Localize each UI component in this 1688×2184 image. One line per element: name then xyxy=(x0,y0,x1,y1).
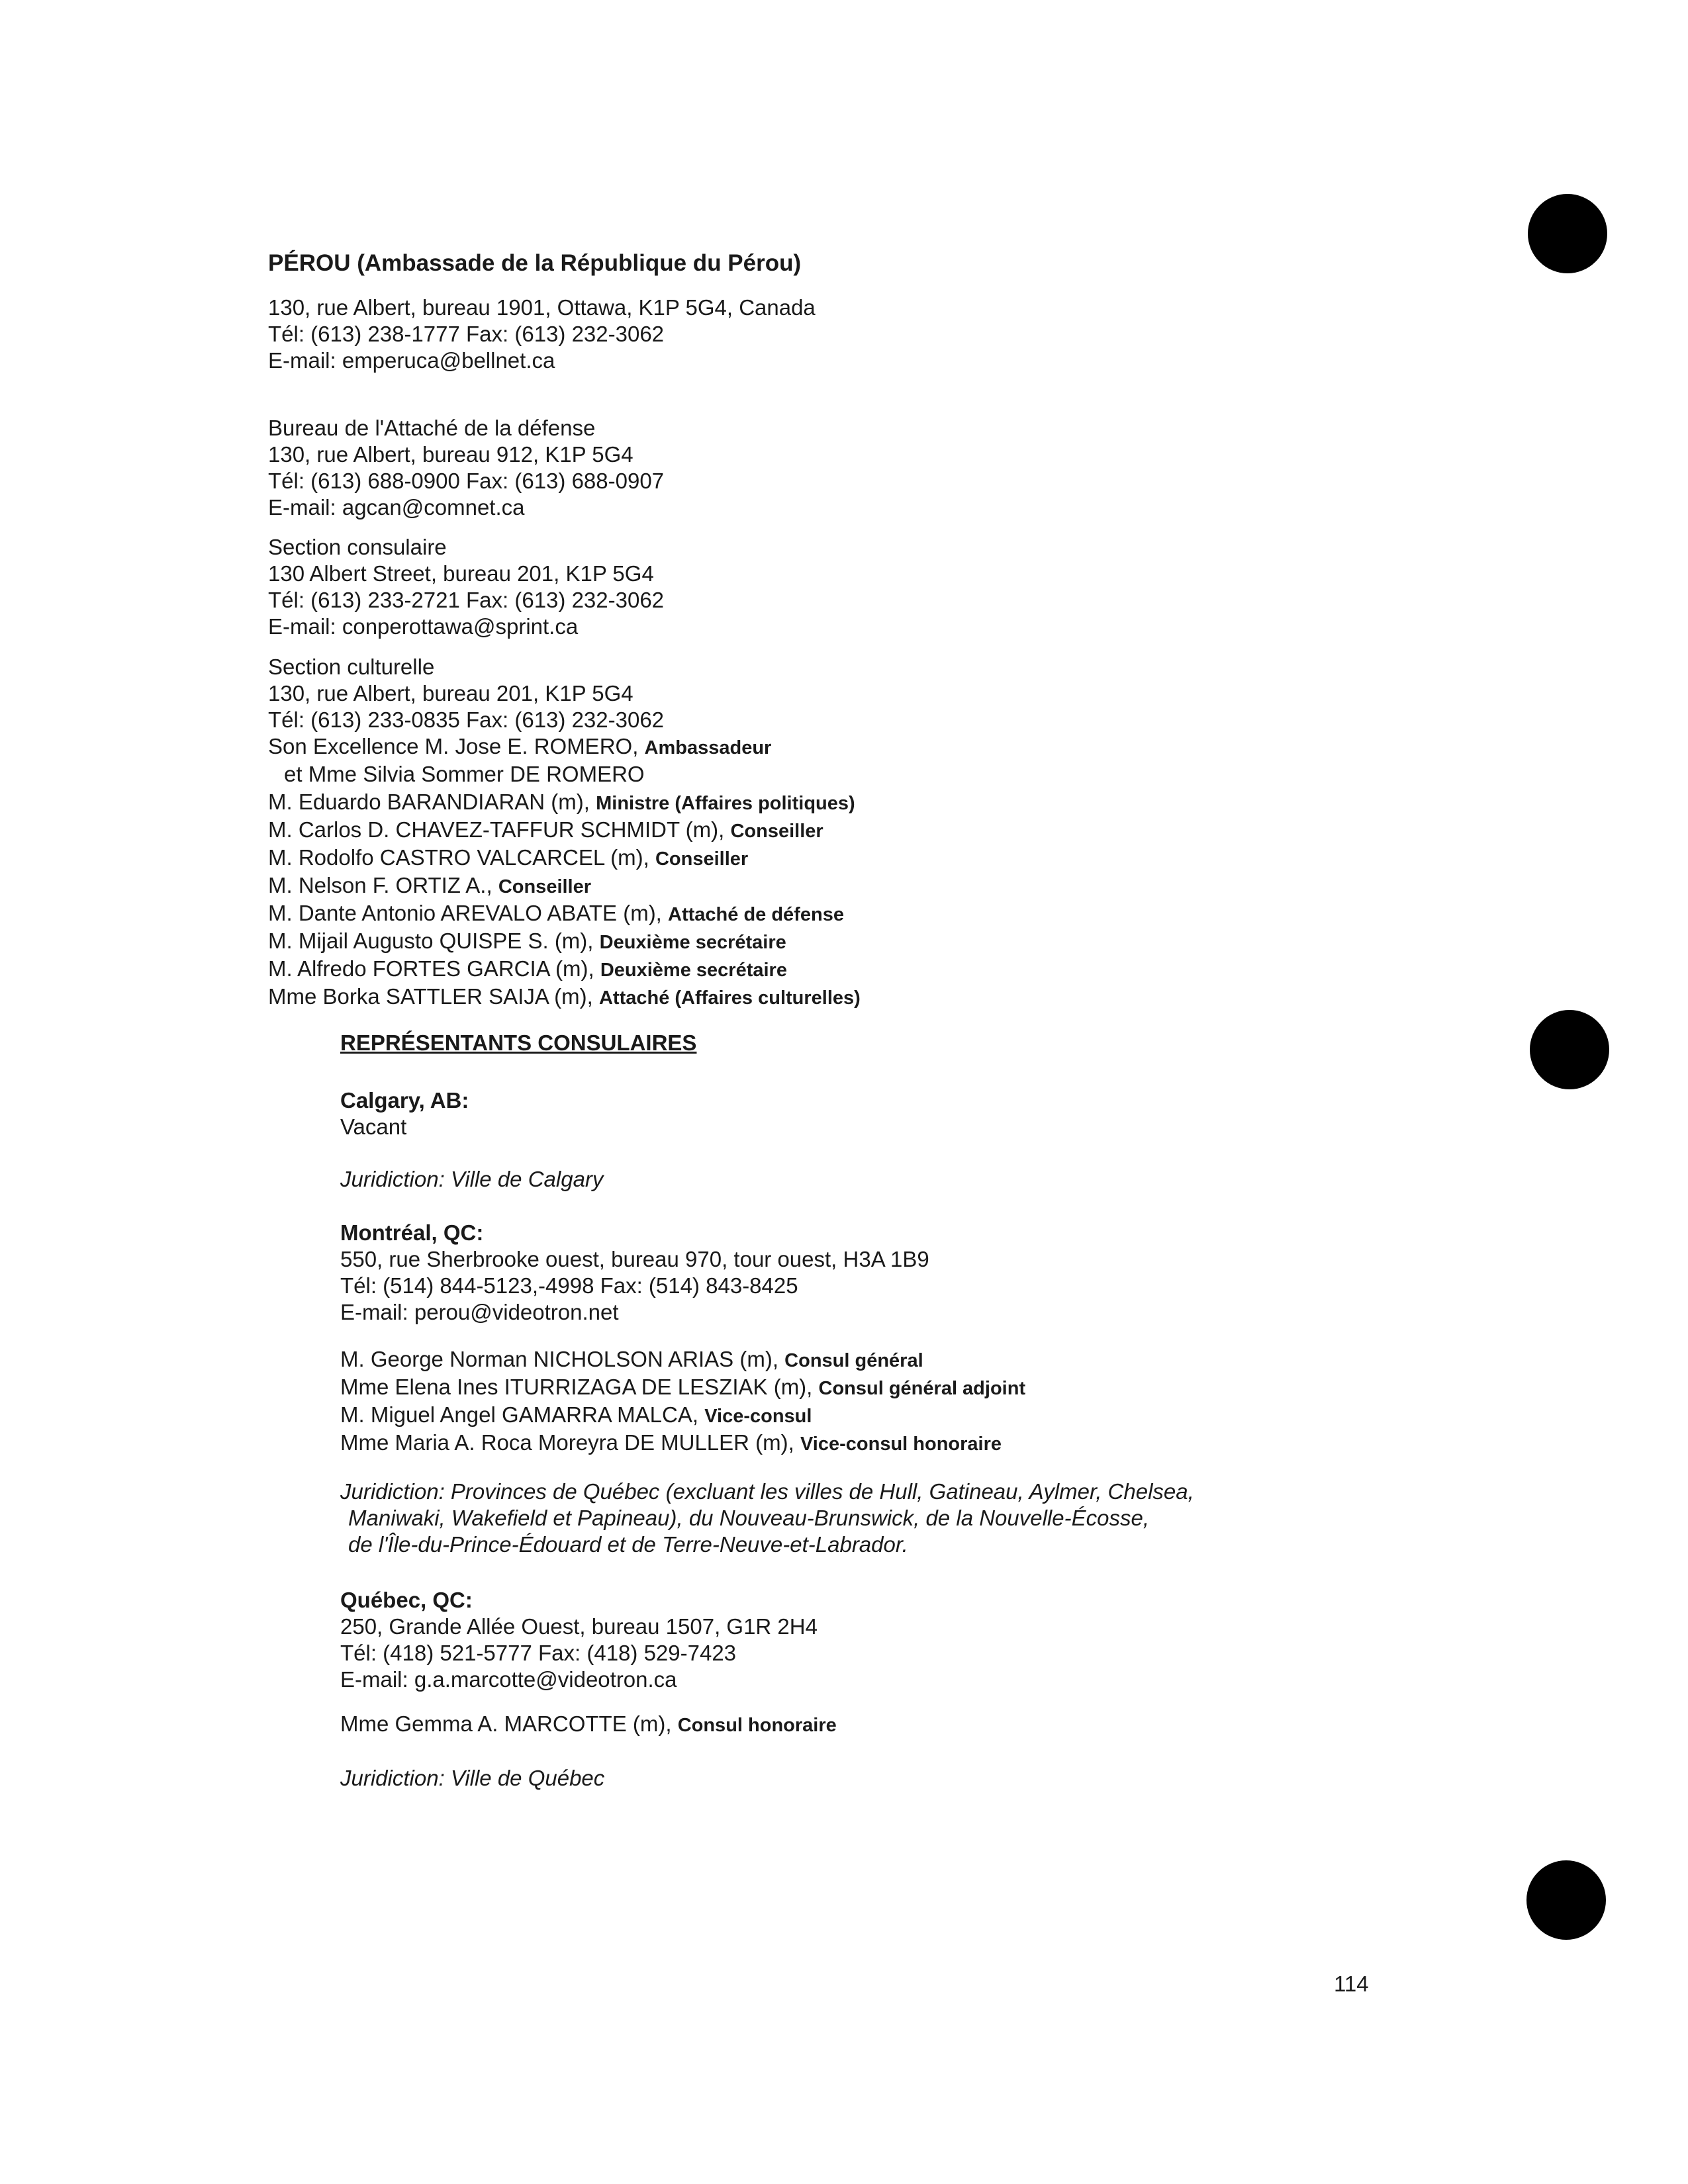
staff-entry: M. Rodolfo CASTRO VALCARCEL (m), Conseiller xyxy=(268,845,749,870)
calgary-jurisdiction: Juridiction: Ville de Calgary xyxy=(340,1167,604,1191)
montreal-office xyxy=(340,1220,1466,1326)
cultural-section-address: 130, rue Albert, bureau 201, K1P 5G4 xyxy=(268,681,633,705)
staff-entry: Mme Borka SATTLER SAIJA (m), Attaché (Affaires culturelles) xyxy=(268,984,861,1009)
staff-entry: M. George Norman NICHOLSON ARIAS (m), Consul général xyxy=(340,1347,923,1371)
staff-entry: Son Excellence M. Jose E. ROMERO, Ambassadeur xyxy=(268,734,772,758)
consular-section-email: E-mail: conperottawa@sprint.ca xyxy=(268,614,579,639)
consular-reps-heading: REPRÉSENTANTS CONSULAIRES xyxy=(340,1030,697,1055)
staff-entry: et Mme Silvia Sommer DE ROMERO xyxy=(284,762,645,786)
defense-office-phone: Tél: (613) 688-0900 Fax: (613) 688-0907 xyxy=(268,469,665,493)
defense-office-email: E-mail: agcan@comnet.ca xyxy=(268,495,525,520)
cultural-section-name: Section culturelle xyxy=(268,655,435,679)
quebec-phone: Tél: (418) 521-5777 Fax: (418) 529-7423 xyxy=(340,1641,737,1665)
punch-hole-middle xyxy=(1530,1010,1609,1089)
staff-entry: M. Carlos D. CHAVEZ-TAFFUR SCHMIDT (m), Conseiller xyxy=(268,817,823,842)
staff-entry: Mme Elena Ines ITURRIZAGA DE LESZIAK (m), Consul général adjoint xyxy=(340,1375,1026,1399)
calgary-status: Vacant xyxy=(340,1115,407,1139)
jurisdiction-line: Juridiction: Provinces de Québec (excluant les villes de Hull, Gatineau, Aylmer, Chelsea, xyxy=(340,1479,1194,1504)
defense-office-contact xyxy=(268,415,1393,521)
staff-entry: Mme Maria A. Roca Moreyra DE MULLER (m), Vice-consul honoraire xyxy=(340,1430,1002,1455)
calgary-city: Calgary, AB: xyxy=(340,1088,469,1113)
montreal-phone: Tél: (514) 844-5123,-4998 Fax: (514) 843-8425 xyxy=(340,1273,798,1298)
quebec-email: E-mail: g.a.marcotte@videotron.ca xyxy=(340,1667,677,1692)
quebec-staff-list xyxy=(340,1711,1466,1739)
consular-section-contact xyxy=(268,534,1393,640)
calgary-office xyxy=(340,1087,1466,1140)
quebec-jurisdiction: Juridiction: Ville de Québec xyxy=(340,1766,605,1790)
embassy-contact xyxy=(268,295,1393,374)
montreal-jurisdiction xyxy=(340,1479,1466,1558)
staff-entry: M. Dante Antonio AREVALO ABATE (m), Attaché de défense xyxy=(268,901,844,925)
embassy-email: E-mail: emperuca@bellnet.ca xyxy=(268,348,555,373)
staff-entry: M. Miguel Angel GAMARRA MALCA, Vice-consul xyxy=(340,1402,812,1427)
montreal-city: Montréal, QC: xyxy=(340,1220,484,1245)
staff-entry: M. Eduardo BARANDIARAN (m), Ministre (Affaires politiques) xyxy=(268,790,855,814)
embassy-staff-list xyxy=(268,733,1393,1011)
defense-office-name: Bureau de l'Attaché de la défense xyxy=(268,416,596,440)
cultural-section-phone: Tél: (613) 233-0835 Fax: (613) 232-3062 xyxy=(268,707,665,732)
embassy-address: 130, rue Albert, bureau 1901, Ottawa, K1P 5G4, Canada xyxy=(268,295,816,320)
staff-entry: M. Mijail Augusto QUISPE S. (m), Deuxième secrétaire xyxy=(268,929,786,953)
staff-entry: Mme Gemma A. MARCOTTE (m), Consul honoraire xyxy=(340,1711,837,1736)
consular-section-name: Section consulaire xyxy=(268,535,447,559)
quebec-city: Québec, QC: xyxy=(340,1588,473,1612)
montreal-email: E-mail: perou@videotron.net xyxy=(340,1300,619,1324)
cultural-section-contact xyxy=(268,654,1393,733)
jurisdiction-line: de l'Île-du-Prince-Édouard et de Terre-Neuve-et-Labrador. xyxy=(348,1532,908,1557)
page-title: PÉROU (Ambassade de la République du Pérou) xyxy=(268,250,802,276)
quebec-office xyxy=(340,1587,1466,1693)
quebec-address: 250, Grande Allée Ouest, bureau 1507, G1R 2H4 xyxy=(340,1614,818,1639)
defense-office-address: 130, rue Albert, bureau 912, K1P 5G4 xyxy=(268,442,633,467)
montreal-address: 550, rue Sherbrooke ouest, bureau 970, tour ouest, H3A 1B9 xyxy=(340,1247,929,1271)
punch-hole-bottom xyxy=(1526,1860,1606,1940)
consular-section-phone: Tél: (613) 233-2721 Fax: (613) 232-3062 xyxy=(268,588,665,612)
punch-hole-top xyxy=(1528,194,1607,273)
staff-entry: M. Alfredo FORTES GARCIA (m), Deuxième secrétaire xyxy=(268,956,787,981)
page-number: 114 xyxy=(1334,1972,1369,1996)
consular-section-address: 130 Albert Street, bureau 201, K1P 5G4 xyxy=(268,561,654,586)
montreal-staff-list xyxy=(340,1346,1466,1457)
staff-entry: M. Nelson F. ORTIZ A., Conseiller xyxy=(268,873,592,897)
embassy-phone: Tél: (613) 238-1777 Fax: (613) 232-3062 xyxy=(268,322,665,346)
jurisdiction-line: Maniwaki, Wakefield et Papineau), du Nouveau-Brunswick, de la Nouvelle-Écosse, xyxy=(348,1506,1149,1530)
